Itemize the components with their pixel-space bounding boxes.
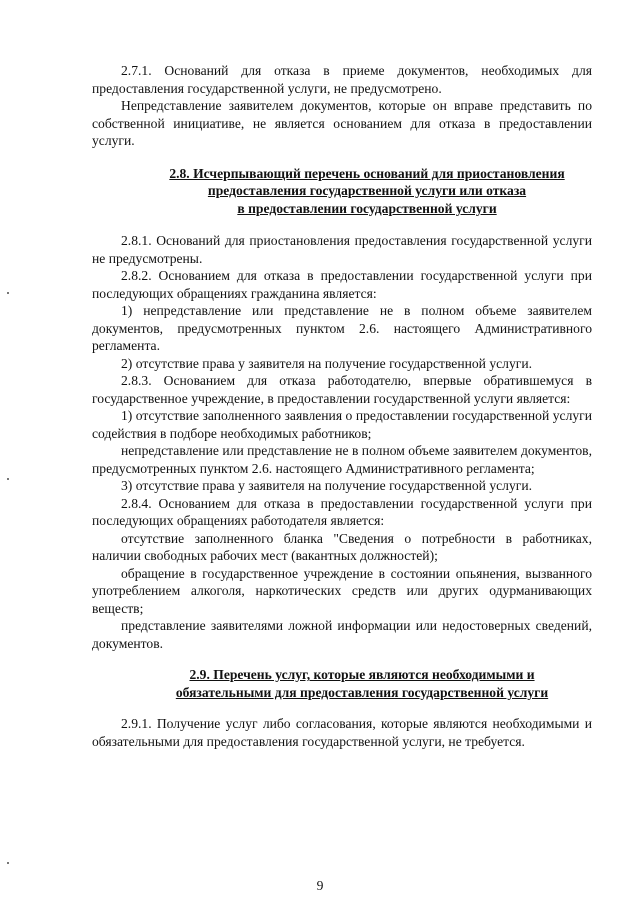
paragraph-2-7-1: 2.7.1. Оснований для отказа в приеме документов, необходимых для предоставления государственной услуги, не предусмотрено. bbox=[92, 63, 592, 96]
heading-line: в предоставлении государственной услуги bbox=[237, 200, 497, 216]
scan-artifact bbox=[7, 862, 9, 864]
list-item: представление заявителями ложной информации или недостоверных сведений, документов. bbox=[92, 618, 592, 651]
heading-section-2-8 bbox=[142, 165, 592, 218]
list-item: 1) непредставление или представление не в полном объеме заявителем документов, предусмотренных пунктом 2.6. настоящего Административного регламента. bbox=[92, 303, 592, 353]
list-item: отсутствие заполненного бланка "Сведения о потребности в работниках, наличии свободных рабочих мест (вакантных должностей); bbox=[92, 530, 592, 563]
paragraph-2-8-1: 2.8.1. Оснований для приостановления предоставления государственной услуги не предусмотрены. bbox=[92, 233, 592, 266]
paragraph-2-8-4: 2.8.4. Основанием для отказа в предоставлении государственной услуги при последующих обращениях работодателя является: bbox=[92, 495, 592, 528]
paragraph-2-9-1: 2.9.1. Получение услуг либо согласования, которые являются необходимыми и обязательными для предоставления государственной услуги, не требуется. bbox=[92, 716, 592, 749]
paragraph-2-8-3: 2.8.3. Основанием для отказа работодателю, впервые обратившемуся в государственное учреждение, в предоставлении государственной услуги является: bbox=[92, 373, 592, 406]
paragraph-non-submission: Непредставление заявителем документов, которые он вправе представить по собственной инициативе, не является основанием для отказа в предоставлении услуги. bbox=[92, 98, 592, 148]
list-item: 2) отсутствие права у заявителя на получение государственной услуги. bbox=[121, 355, 533, 371]
list-item: 3) отсутствие права у заявителя на получение государственной услуги. bbox=[121, 478, 533, 493]
paragraph-2-8-2: 2.8.2. Основанием для отказа в предоставлении государственной услуги при последующих обращениях гражданина является: bbox=[92, 268, 592, 301]
list-item: непредставление или представление не в полном объеме заявителем документов, предусмотренных пунктом 2.6. настоящего Административного регламента; bbox=[92, 443, 592, 476]
list-item: 1) отсутствие заполненного заявления о предоставлении государственной услуги содействия в подборе необходимых работников; bbox=[92, 408, 592, 441]
heading-line: 2.9. Перечень услуг, которые являются необходимыми и bbox=[189, 667, 535, 682]
list-item: обращение в государственное учреждение в состоянии опьянения, вызванного употреблением алкоголя, наркотических средств или других одурманивающих веществ; bbox=[92, 565, 592, 616]
heading-line: 2.8. Исчерпывающий перечень оснований для приостановления bbox=[169, 165, 565, 181]
page-text bbox=[92, 62, 592, 750]
heading-section-2-9 bbox=[132, 666, 592, 701]
heading-line: предоставления государственной услуги или отказа bbox=[207, 183, 527, 198]
heading-line: обязательными для предоставления государственной услуги bbox=[175, 684, 549, 700]
page-number: 9 bbox=[316, 878, 324, 893]
scan-artifact bbox=[7, 292, 9, 294]
scan-artifact bbox=[7, 478, 9, 480]
